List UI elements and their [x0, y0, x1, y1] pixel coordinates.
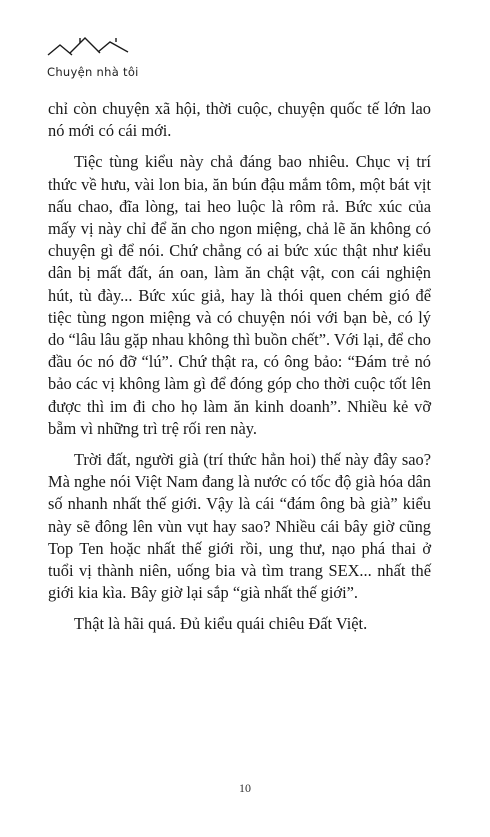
paragraph-3: Trời đất, người già (trí thức hẳn hoi) thế này đây sao? Mà nghe nói Việt Nam đang là nước có tốc độ già hóa dân số nhanh nhất thế giới. Vậy là cái “đám ông bà già” kiểu này sẽ đông lên vùn vụt hay sao? Nhiều cái bây giờ cũng Top Ten hoặc nhất thế giới rồi, ung thư, nạo phá thai ở tuổi vị thành niên, uống bia và tìm trang SEX... nhất thế giới kia kìa. Bây giờ lại sắp “già nhất thế giới”.	[48, 450, 431, 603]
paragraph-1: chỉ còn chuyện xã hội, thời cuộc, chuyện quốc tế lớn lao nó mới có cái mới.	[48, 99, 431, 141]
page-number: 10	[239, 781, 251, 795]
body-text	[48, 98, 431, 645]
header-title: Chuyện nhà tôi	[47, 65, 139, 79]
house-roofs-logo-icon	[46, 34, 130, 60]
paragraph-4: Thật là hãi quá. Đủ kiểu quái chiêu Đất Việt.	[74, 614, 368, 634]
running-header	[46, 34, 186, 82]
paragraph-2: Tiệc tùng kiểu này chả đáng bao nhiêu. Chục vị trí thức về hưu, vài lon bia, ăn bún đậu mắm tôm, một bát vịt nấu chao, đĩa lòng, tai heo luộc là rôm rả. Bức xúc của mấy vị này chỉ để ăn cho ngon miệng, chả lẽ ăn không có chuyện gì để nói. Chứ chẳng có ai bức xúc thật như kiểu dân bị mất đất, án oan, làm ăn chật vật, con cái nghiện hút, tù đày... Bức xúc giả, hay là thói quen chém gió để tiệc tùng ngon miệng và có chuyện nói với bạn bè, có lý do “lâu lâu gặp nhau không thì buồn chết”. Với lại, để cho đầu óc nó đỡ “lú”. Chứ thật ra, có ông bảo: “Đám trẻ nó bảo các vị không làm gì để đóng góp cho thời cuộc tốt lên được thì im đi cho họ làm ăn kinh doanh”. Nhiều kẻ vỡ bẵm vì những trì trệ rối ren này.	[48, 152, 431, 438]
